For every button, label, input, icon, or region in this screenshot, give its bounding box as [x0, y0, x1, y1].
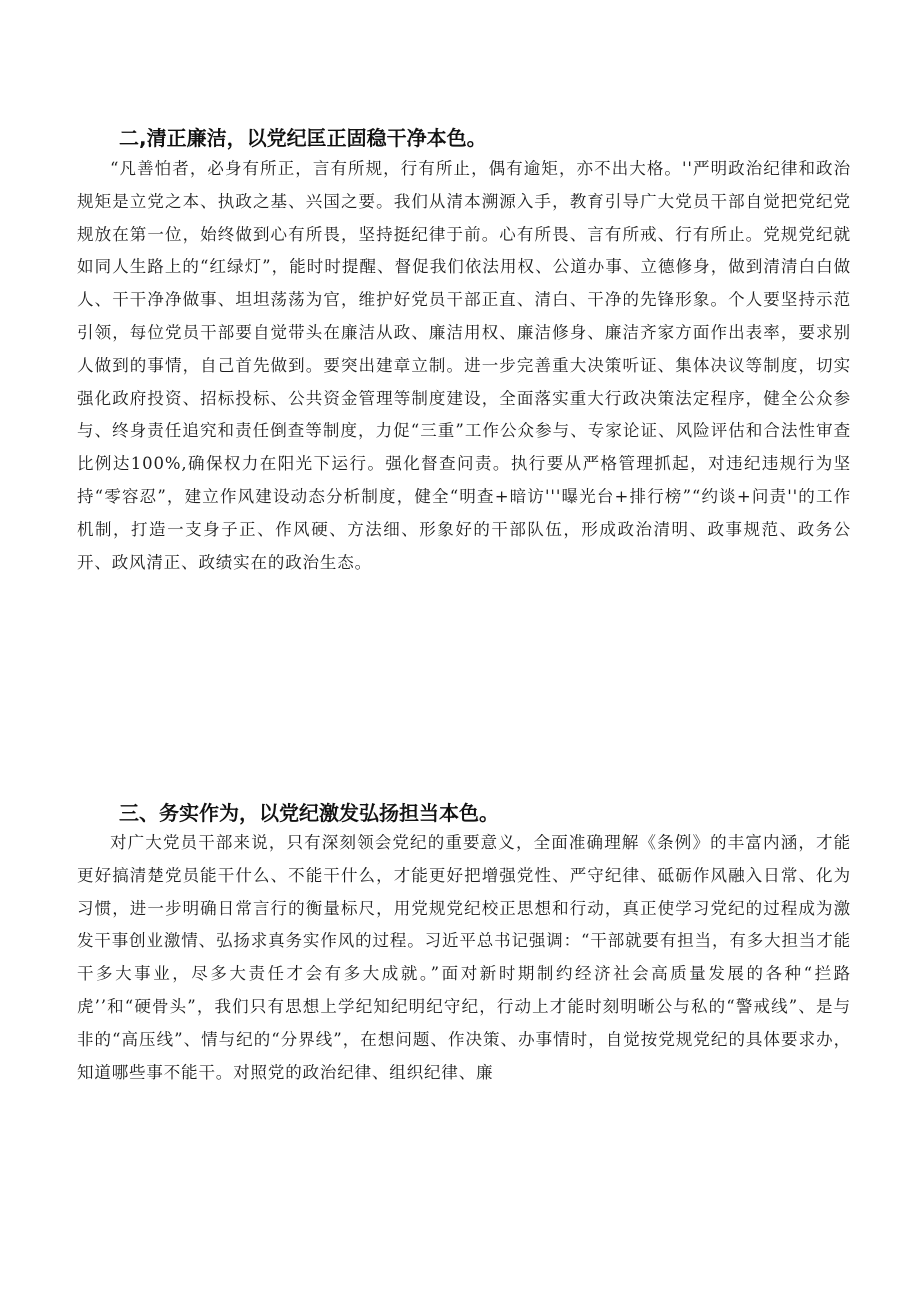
section-heading-2: 二,清正廉洁，以党纪匡正固稳干净本色。	[119, 126, 487, 150]
section-heading-3: 三、务实作为，以党纪激发弘扬担当本色。	[119, 801, 499, 825]
section-paragraph-2: “凡善怕者，必身有所正，言有所规，行有所止，偶有逾矩，亦不出大格。''严明政治纪律和政治规矩是立党之本、执政之基、兴国之要。我们从清本溯源入手，教育引导广大党员干部自觉把党纪党规放在第一位，始终做到心有所畏，坚持挺纪律于前。心有所畏、言有所戒、行有所止。党规党纪就如同人生路上的“红绿灯”，能时时提醒、督促我们依法用权、公道办事、立德修身，做到清清白白做人、干干净净做事、坦坦荡荡为官，维护好党员干部正直、清白、干净的先锋形象。个人要坚持示范引领，每位党员干部要自觉带头在廉洁从政、廉洁用权、廉洁修身、廉洁齐家方面作出表率，要求别人做到的事情，自己首先做到。要突出建章立制。进一步完善重大决策听证、集体决议等制度，切实强化政府投资、招标投标、公共资金管理等制度建设，全面落实重大行政决策法定程序，健全公众参与、终身责任追究和责任倒查等制度，力促“三重”工作公众参与、专家论证、风险评估和合法性审查比例达100%,确保权力在阳光下运行。强化督查问责。执行要从严格管理抓起，对违纪违规行为坚持“零容忍”，建立作风建设动态分析制度，健全“明查+暗访'''曝光台+排行榜”“约谈+问责''的工作机制，打造一支身子正、作风硬、方法细、形象好的干部队伍，形成政治清明、政事规范、政务公开、政风清正、政绩实在的政治生态。	[77, 159, 851, 572]
section-paragraph-3: 对广大党员干部来说，只有深刻领会党纪的重要意义，全面准确理解《条例》的丰富内涵，才能更好搞清楚党员能干什么、不能干什么，才能更好把增强党性、严守纪律、砥砺作风融入日常、化为习惯，进一步明确日常言行的衡量标尺，用党规党纪校正思想和行动，真正使学习党纪的过程成为激发干事创业激情、弘扬求真务实作风的过程。习近平总书记强调：“干部就要有担当，有多大担当才能干多大事业，尽多大责任才会有多大成就。”面对新时期制约经济社会高质量发展的各种“拦路虎’’和“硬骨头”，我们只有思想上学纪知纪明纪守纪，行动上才能时刻明晰公与私的“警戒线”、是与非的“高压线”、情与纪的“分界线”，在想问题、作决策、办事情时，自觉按党规党纪的具体要求办，知道哪些事不能干。对照党的政治纪律、组织纪律、廉	[77, 833, 851, 1082]
